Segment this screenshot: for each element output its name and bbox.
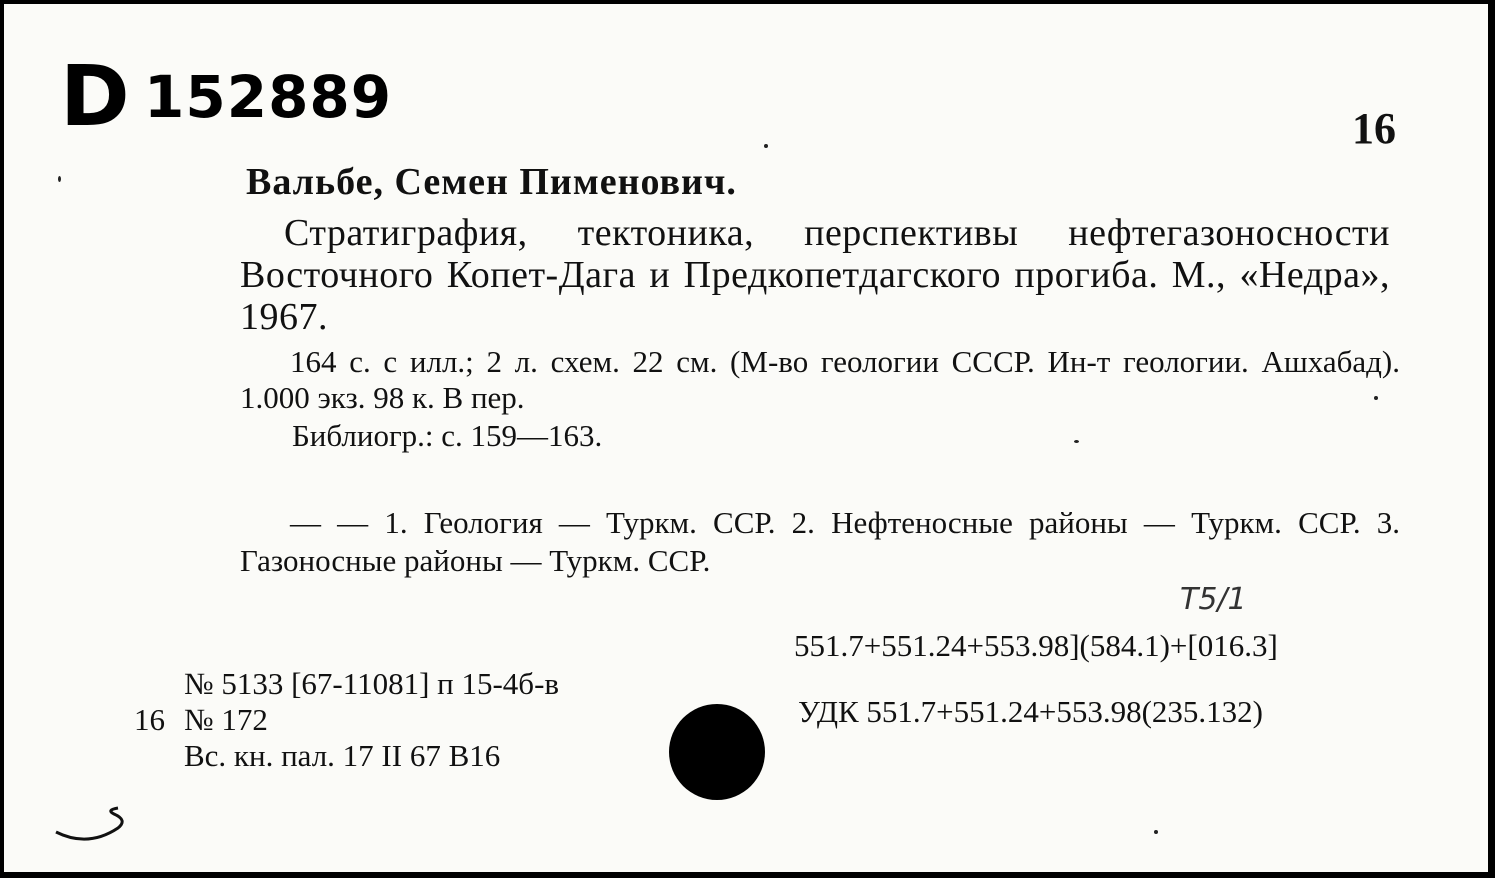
register-line-2-prefix: 16 [134, 702, 165, 737]
register-line-1: № 5133 [67-11081] п 15-4б-в [184, 666, 560, 701]
physical-description: 164 с. с илл.; 2 л. схем. 22 см. (М-во геологии СССР. Ин-т геологии. Ашхабад). 1.000 экз. 98 к. В пер. [240, 344, 1400, 415]
punch-hole [669, 704, 765, 800]
speck [764, 144, 768, 148]
speck [1374, 396, 1378, 400]
handwritten-mark-icon [48, 804, 138, 848]
book-title: Стратиграфия, тектоника, перспективы нефтегазоносности Восточного Копет-Дага и Предкопетдагского прогиба. М., «Недра», 1967. [240, 212, 1390, 338]
speck [1154, 830, 1158, 834]
inventory-number: 152889 [144, 63, 393, 131]
catalog-card [4, 4, 1492, 872]
bibliography-note: Библиогр.: с. 159—163. [292, 418, 603, 453]
author-name: Вальбе, Семен Пименович. [246, 161, 737, 203]
pencil-note: T5/1 [1180, 582, 1247, 617]
register-line-2: № 172 [184, 702, 268, 737]
classification-index: 551.7+551.24+553.98](584.1)+[016.3] [794, 628, 1278, 663]
speck [1074, 440, 1079, 443]
udc-code: УДК 551.7+551.24+553.98(235.132) [798, 694, 1263, 729]
register-line-3: Вс. кн. пал. 17 II 67 В16 [184, 738, 501, 773]
inventory-letter: D [60, 47, 130, 145]
speck [58, 176, 61, 182]
subject-headings: — — 1. Геология — Туркм. ССР. 2. Нефтеносные районы — Туркм. ССР. 3. Газоносные районы — Туркм. ССР. [240, 505, 1400, 578]
corner-number: 16 [1352, 104, 1396, 153]
